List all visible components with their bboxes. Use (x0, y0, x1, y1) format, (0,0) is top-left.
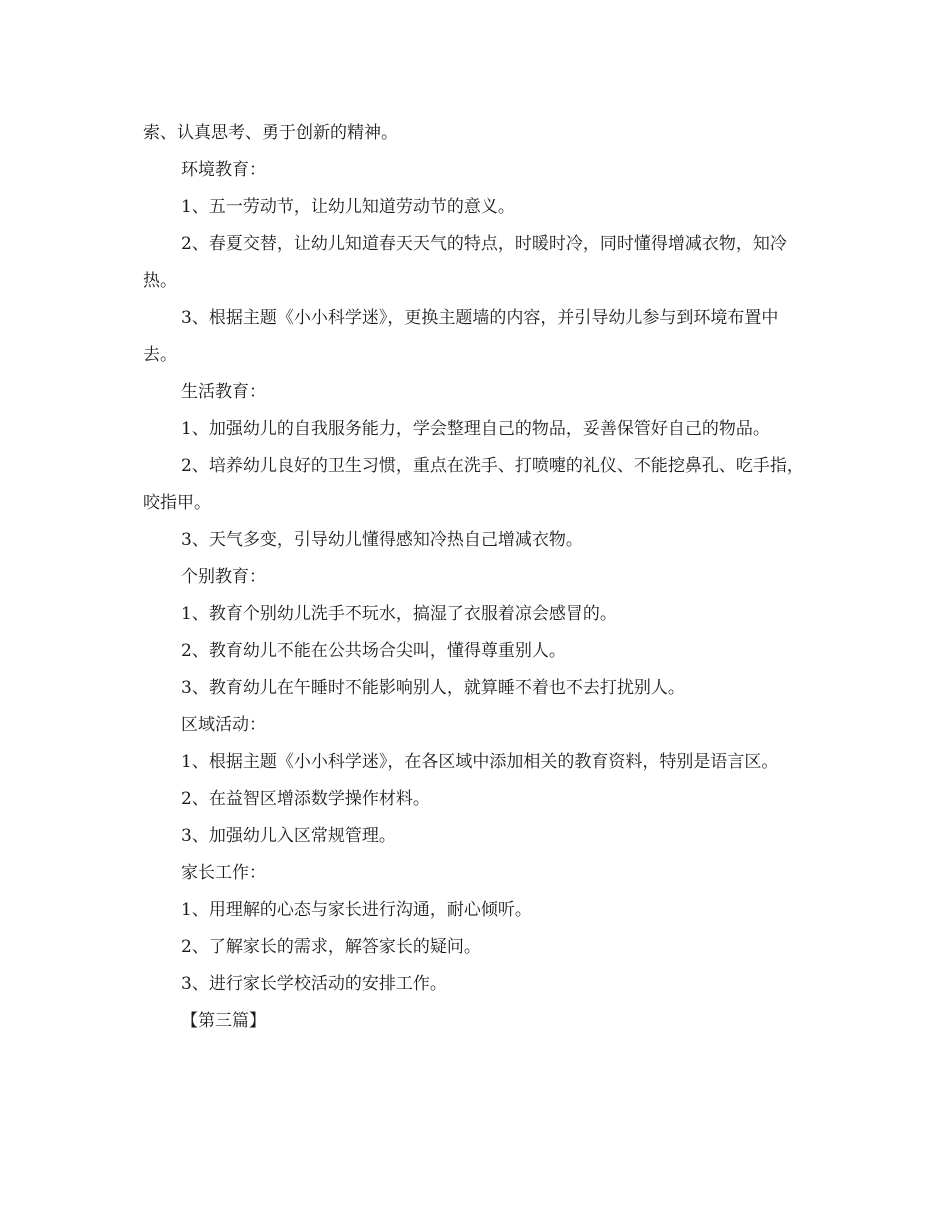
paragraph-individual-3: 3、教育幼儿在午睡时不能影响别人，就算睡不着也不去打扰别人。 (181, 678, 685, 698)
section-heading-environment: 环境教育： (181, 160, 266, 180)
paragraph-life-3: 3、天气多变，引导幼儿懂得感知冷热自己增减衣物。 (181, 530, 583, 550)
paragraph-area-3: 3、加强幼儿入区常规管理。 (181, 826, 396, 846)
paragraph-continuation: 索、认真思考、勇于创新的精神。 (143, 123, 398, 143)
paragraph-environment-3: 3、根据主题《小小科学迷》，更换主题墙的内容，并引导幼儿参与到环境布置中去。 (143, 308, 779, 365)
paragraph-parents-3: 3、进行家长学校活动的安排工作。 (181, 974, 447, 994)
paragraph-parents-2: 2、了解家长的需求，解答家长的疑问。 (181, 937, 481, 957)
section-heading-individual: 个别教育： (181, 567, 266, 587)
paragraph-life-2: 2、培养幼儿良好的卫生习惯，重点在洗手、打喷嚏的礼仪、不能挖鼻孔、吃手指，咬指甲。 (143, 456, 804, 513)
section-heading-life: 生活教育： (181, 382, 266, 402)
paragraph-environment-2: 2、春夏交替，让幼儿知道春天天气的特点，时暖时冷，同时懂得增减衣物，知冷热。 (143, 234, 787, 291)
paragraph-area-2: 2、在益智区增添数学操作材料。 (181, 789, 430, 809)
document-body (143, 115, 808, 1040)
part-three-heading: 【第三篇】 (181, 1011, 266, 1031)
paragraph-environment-1: 1、五一劳动节，让幼儿知道劳动节的意义。 (181, 197, 515, 217)
paragraph-parents-1: 1、用理解的心态与家长进行沟通，耐心倾听。 (181, 900, 532, 920)
section-heading-parents: 家长工作： (181, 863, 266, 883)
paragraph-area-1: 1、根据主题《小小科学迷》，在各区域中添加相关的教育资料，特别是语言区。 (181, 752, 779, 772)
paragraph-individual-1: 1、教育个别幼儿洗手不玩水，搞湿了衣服着凉会感冒的。 (181, 604, 617, 624)
paragraph-individual-2: 2、教育幼儿不能在公共场合尖叫，懂得尊重别人。 (181, 641, 566, 661)
section-heading-area: 区域活动： (181, 715, 266, 735)
paragraph-life-1: 1、加强幼儿的自我服务能力，学会整理自己的物品，妥善保管好自己的物品。 (181, 419, 770, 439)
